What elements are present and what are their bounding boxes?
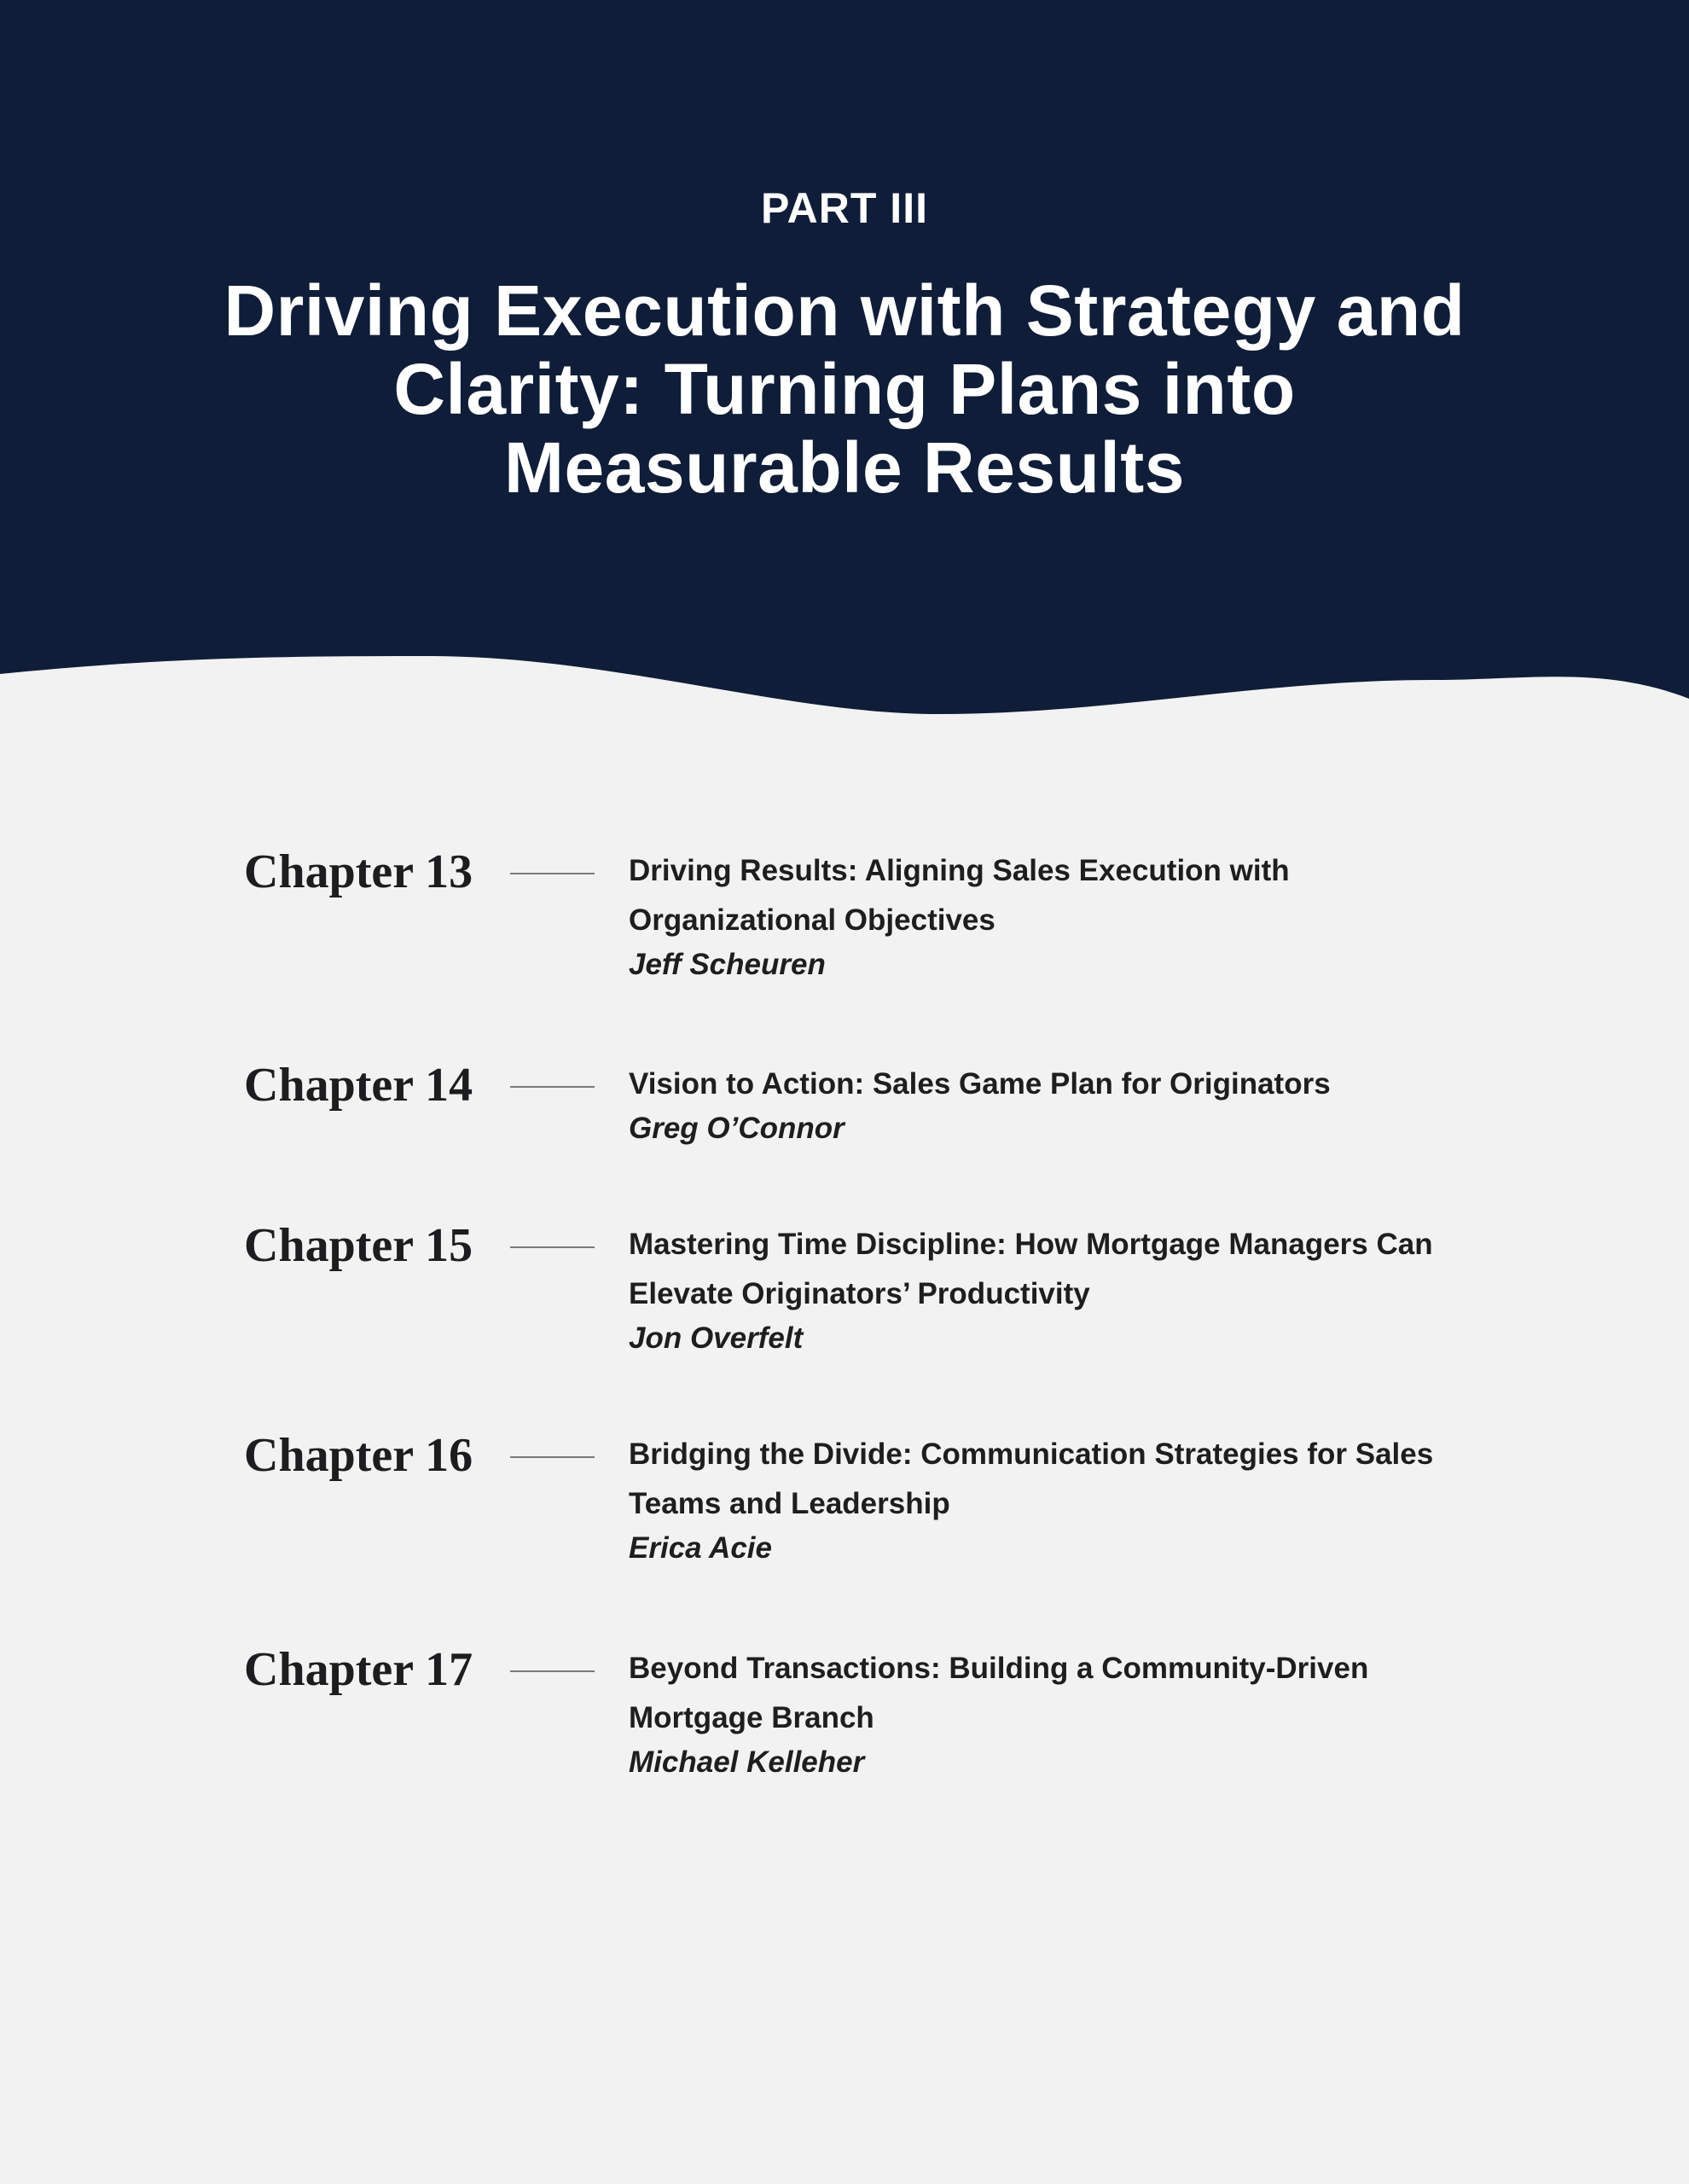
chapter-author: Michael Kelleher bbox=[629, 1745, 865, 1779]
chapter-title: Bridging the Divide: Communication Strategies for Sales Teams and Leadership bbox=[629, 1438, 1434, 1520]
chapter-number: Chapter 13 bbox=[244, 845, 473, 898]
chapter-author: Jon Overfelt bbox=[629, 1321, 804, 1355]
chapter-title: Driving Results: Aligning Sales Execution with Organizational Objectives bbox=[629, 854, 1290, 937]
chapter-info bbox=[629, 1430, 1524, 1570]
chapter-author: Greg O’Connor bbox=[629, 1112, 844, 1145]
chapter-number: Chapter 14 bbox=[244, 1059, 473, 1112]
part-title: Driving Execution with Strategy and Clarity: Turning Plans into Measurable Results bbox=[223, 270, 1466, 508]
chapter-title: Vision to Action: Sales Game Plan for Originators bbox=[629, 1067, 1331, 1101]
chapter-info bbox=[629, 1644, 1524, 1784]
divider-line bbox=[510, 1246, 595, 1248]
divider-line bbox=[510, 873, 595, 874]
part-label: PART III bbox=[761, 184, 928, 232]
divider-line bbox=[510, 1670, 595, 1672]
chapter-title: Beyond Transactions: Building a Community-Driven Mortgage Branch bbox=[629, 1652, 1369, 1734]
chapter-author: Erica Acie bbox=[629, 1531, 772, 1565]
chapter-author: Jeff Scheuren bbox=[629, 948, 826, 981]
part-header bbox=[0, 0, 1689, 725]
chapter-info bbox=[629, 1060, 1524, 1150]
chapter-title: Mastering Time Discipline: How Mortgage Managers Can Elevate Originators’ Productivity bbox=[629, 1228, 1433, 1310]
chapter-number: Chapter 15 bbox=[244, 1219, 473, 1272]
chapter-number: Chapter 16 bbox=[244, 1429, 473, 1482]
chapter-number: Chapter 17 bbox=[244, 1643, 473, 1696]
divider-line bbox=[510, 1086, 595, 1088]
chapter-info bbox=[629, 846, 1524, 986]
divider-line bbox=[510, 1456, 595, 1458]
chapter-info bbox=[629, 1220, 1524, 1360]
